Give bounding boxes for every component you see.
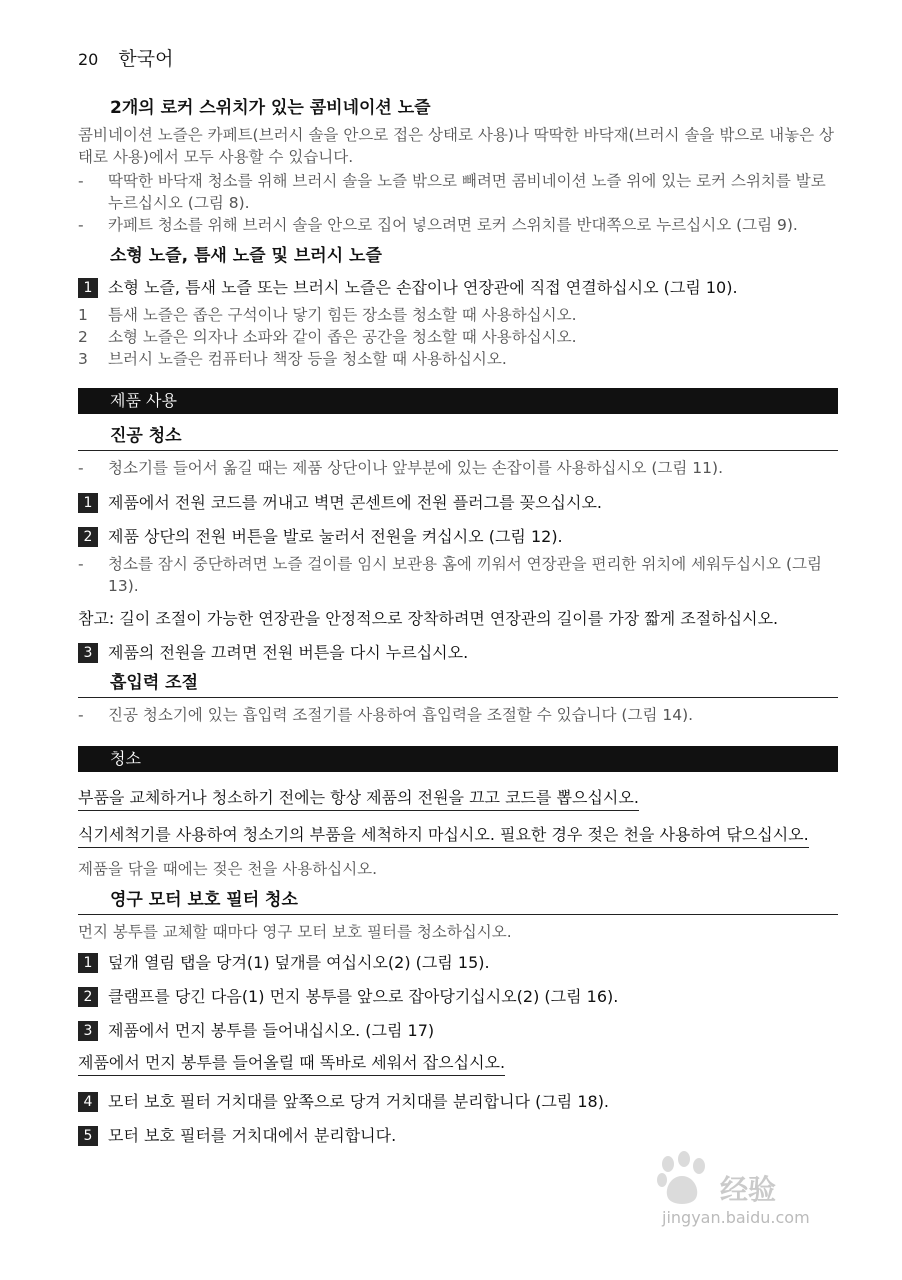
suction-heading: 흡입력 조절: [78, 671, 838, 698]
use-step-2: [78, 525, 838, 549]
clean-step-2-text: 클램프를 당긴 다음(1) 먼지 봉투를 앞으로 잡아당기십시오(2) (그림 16).: [108, 987, 619, 1006]
step-number-badge: 1: [78, 953, 98, 973]
small-item-3: [78, 348, 838, 370]
clean-step-4: [78, 1090, 838, 1114]
baidu-watermark: [642, 1150, 842, 1240]
watermark-brand: 经验: [720, 1173, 777, 1206]
warning-dishwasher: 식기세척기를 사용하여 청소기의 부품을 세척하지 마십시오. 필요한 경우 젖은 천을 사용하여 닦으십시오.: [78, 823, 809, 848]
use-step-2-bullet-text: 청소를 잠시 중단하려면 노즐 걸이를 임시 보관용 홈에 끼워서 연장관을 편리한 위치에 세워두십시오 (그림 13).: [108, 555, 822, 595]
bullet-dash: -: [78, 459, 84, 477]
small-item-1: [78, 304, 838, 326]
warning-upright: 제품에서 먼지 봉투를 들어올릴 때 똑바로 세워서 잡으십시오.: [78, 1051, 505, 1076]
combo-bullet-1: [78, 170, 838, 214]
clean-step-2: [78, 985, 838, 1009]
combo-bullet-2-text: 카페트 청소를 위해 브러시 솔을 안으로 집어 넣으려면 로커 스위치를 반대쪽으로 누르십시오 (그림 9).: [108, 216, 798, 234]
bullet-dash: -: [78, 216, 84, 234]
step-number-badge: 1: [78, 278, 98, 298]
section-bar-use: 제품 사용: [78, 388, 838, 414]
item-number: 3: [78, 350, 88, 368]
step-number-badge: 4: [78, 1092, 98, 1112]
use-step-3-text: 제품의 전원을 끄려면 전원 버튼을 다시 누르십시오.: [108, 643, 469, 662]
step-number-badge: 3: [78, 643, 98, 663]
small-step-1-text: 소형 노즐, 틈새 노즐 또는 브러시 노즐은 손잡이나 연장관에 직접 연결하십시오 (그림 10).: [108, 278, 738, 297]
item-number: 1: [78, 306, 88, 324]
warning-unplug: 부품을 교체하거나 청소하기 전에는 항상 제품의 전원을 끄고 코드를 뽑으십시오.: [78, 786, 639, 811]
combo-bullet-1-text: 딱딱한 바닥재 청소를 위해 브러시 솔을 노즐 밖으로 빼려면 콤비네이션 노즐 위에 있는 로커 스위치를 발로 누르십시오 (그림 8).: [108, 172, 826, 212]
page-language: 한국어: [118, 48, 174, 70]
use-step-3: [78, 641, 838, 665]
suction-bullet-text: 진공 청소기에 있는 흡입력 조절기를 사용하여 흡입력을 조절할 수 있습니다 (그림 14).: [108, 706, 694, 724]
clean-step-5-text: 모터 보호 필터를 거치대에서 분리합니다.: [108, 1126, 397, 1145]
use-step-2-bullet: [78, 553, 838, 597]
section-bar-clean: 청소: [78, 746, 838, 772]
length-note: 참고: 길이 조절이 가능한 연장관을 안정적으로 장착하려면 연장관의 길이를 가장 짧게 조절하십시오.: [78, 609, 779, 628]
use-step-2-text: 제품 상단의 전원 버튼을 발로 눌러서 전원을 켜십시오 (그림 12).: [108, 527, 563, 546]
clean-step-5: [78, 1124, 838, 1148]
bullet-dash: -: [78, 172, 84, 190]
bullet-dash: -: [78, 706, 84, 724]
combo-nozzle-intro: 콤비네이션 노즐은 카페트(브러시 솔을 안으로 접은 상태로 사용)나 딱딱한 바닥재(브러시 솔을 밖으로 내놓은 상태로 사용)에서 모두 사용할 수 있습니다.: [78, 126, 834, 166]
bullet-dash: -: [78, 555, 84, 573]
watermark-url: jingyan.baidu.com: [662, 1208, 810, 1227]
filter-intro: 먼지 봉투를 교체할 때마다 영구 모터 보호 필터를 청소하십시오.: [78, 923, 512, 941]
small-step-1: [78, 276, 838, 300]
vacuum-heading: 진공 청소: [78, 424, 838, 451]
suction-bullet: [78, 704, 838, 726]
small-nozzle-heading: 소형 노즐, 틈새 노즐 및 브러시 노즐: [110, 246, 382, 266]
step-number-badge: 2: [78, 527, 98, 547]
step-number-badge: 1: [78, 493, 98, 513]
combo-nozzle-heading: 2개의 로커 스위치가 있는 콤비네이션 노즐: [110, 98, 431, 118]
item-text: 소형 노즐은 의자나 소파와 같이 좁은 공간을 청소할 때 사용하십시오.: [108, 328, 577, 346]
filter-heading: 영구 모터 보호 필터 청소: [78, 888, 838, 915]
document-body: [78, 96, 838, 1152]
clean-step-3-text: 제품에서 먼지 봉투를 들어내십시오. (그림 17): [108, 1021, 435, 1040]
clean-step-1-text: 덮개 열림 탭을 당겨(1) 덮개를 여십시오(2) (그림 15).: [108, 953, 490, 972]
step-number-badge: 3: [78, 1021, 98, 1041]
small-item-2: [78, 326, 838, 348]
use-step-1-text: 제품에서 전원 코드를 꺼내고 벽면 콘센트에 전원 플러그를 꽂으십시오.: [108, 493, 602, 512]
item-text: 틈새 노즐은 좁은 구석이나 닿기 힘든 장소를 청소할 때 사용하십시오.: [108, 306, 577, 324]
page-number: 20: [78, 50, 99, 69]
wipe-note: 제품을 닦을 때에는 젖은 천을 사용하십시오.: [78, 860, 378, 878]
page-header: [78, 44, 173, 71]
item-number: 2: [78, 328, 88, 346]
vacuum-bullet: [78, 457, 838, 479]
step-number-badge: 2: [78, 987, 98, 1007]
clean-step-4-text: 모터 보호 필터 거치대를 앞쪽으로 당겨 거치대를 분리합니다 (그림 18).: [108, 1092, 610, 1111]
clean-step-1: [78, 951, 838, 975]
item-text: 브러시 노즐은 컴퓨터나 책장 등을 청소할 때 사용하십시오.: [108, 350, 507, 368]
vacuum-bullet-text: 청소기를 들어서 옮길 때는 제품 상단이나 앞부분에 있는 손잡이를 사용하십시오 (그림 11).: [108, 459, 723, 477]
combo-bullet-2: [78, 214, 838, 236]
clean-step-3: [78, 1019, 838, 1043]
step-number-badge: 5: [78, 1126, 98, 1146]
paw-logo-icon: [652, 1150, 712, 1210]
use-step-1: [78, 491, 838, 515]
